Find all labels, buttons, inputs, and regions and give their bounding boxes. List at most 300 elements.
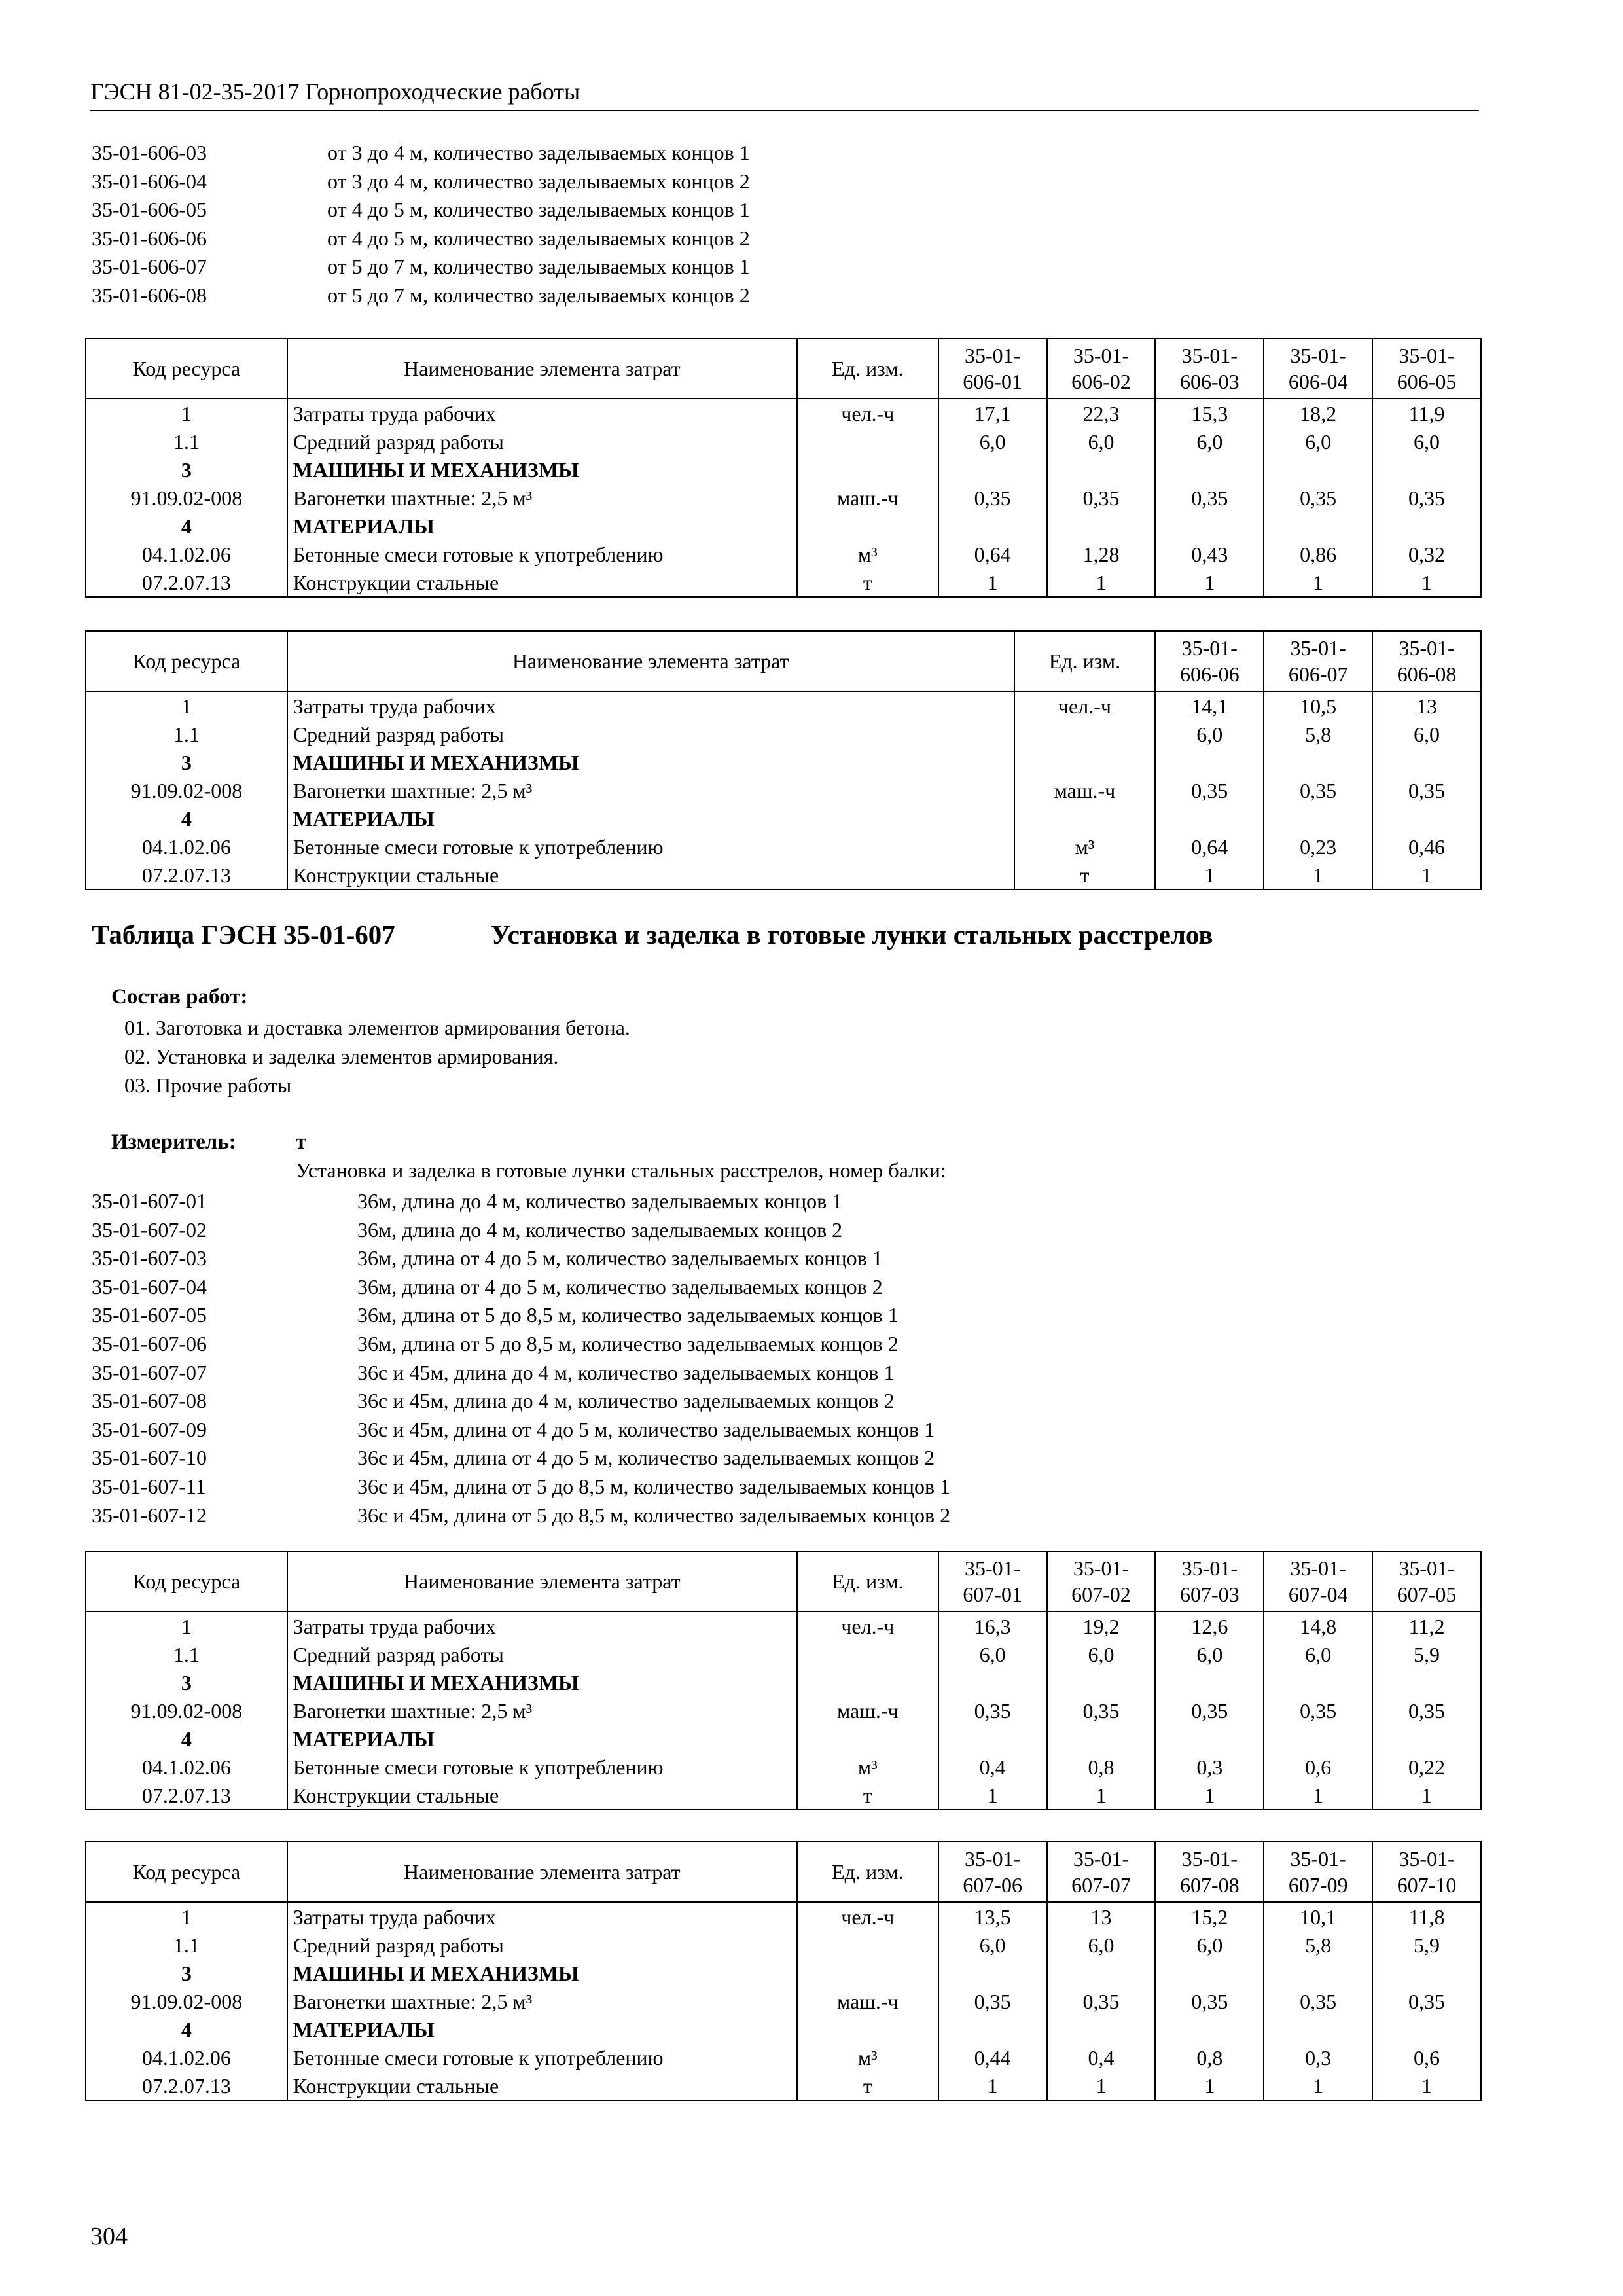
cell-name: Конструкции стальные xyxy=(287,568,797,597)
cell-value: 0,35 xyxy=(1047,1696,1156,1725)
item-code: 35-01-607-03 xyxy=(92,1246,207,1270)
cell-unit xyxy=(797,1959,938,1987)
cell-code: 4 xyxy=(86,1725,287,1753)
header-code: Код ресурса xyxy=(86,338,287,399)
cell-unit xyxy=(797,512,938,540)
cell-value xyxy=(1372,1668,1481,1696)
table-row xyxy=(86,1781,1481,1810)
cell-code: 91.09.02-008 xyxy=(86,1987,287,2015)
cell-name: Средний разряд работы xyxy=(287,720,1014,748)
cell-value: 0,64 xyxy=(1155,833,1264,861)
table-row xyxy=(86,776,1481,804)
cell-value: 0,6 xyxy=(1264,1753,1372,1781)
cell-value xyxy=(1155,804,1264,833)
cell-unit: чел.-ч xyxy=(797,399,938,427)
list-item xyxy=(92,1473,950,1501)
cell-value: 1 xyxy=(1047,1781,1156,1810)
cell-value xyxy=(938,456,1047,484)
cell-value: 0,22 xyxy=(1372,1753,1481,1781)
cell-value: 0,46 xyxy=(1372,833,1481,861)
cell-unit xyxy=(797,2015,938,2043)
item-code: 35-01-607-12 xyxy=(92,1503,207,1527)
cell-value: 0,4 xyxy=(938,1753,1047,1781)
continuation-list xyxy=(92,139,750,310)
cell-unit xyxy=(1014,748,1156,776)
cell-value: 0,23 xyxy=(1264,833,1372,861)
cell-value: 1 xyxy=(1372,568,1481,597)
header-norm-code: 35-01- 607-06 xyxy=(938,1842,1047,1902)
cell-name: Средний разряд работы xyxy=(287,1640,797,1668)
list-item xyxy=(92,168,750,196)
cell-unit: м³ xyxy=(1014,833,1156,861)
cell-value xyxy=(938,1668,1047,1696)
cell-code: 1.1 xyxy=(86,427,287,456)
table-row xyxy=(86,804,1481,833)
cell-value: 5,8 xyxy=(1264,1931,1372,1959)
cell-value: 12,6 xyxy=(1155,1611,1264,1640)
cell-name: Вагонетки шахтные: 2,5 м³ xyxy=(287,484,797,512)
cell-unit xyxy=(797,1668,938,1696)
cell-unit xyxy=(797,1931,938,1959)
cell-value: 6,0 xyxy=(1047,427,1156,456)
cell-unit: т xyxy=(797,1781,938,1810)
meter-description: Установка и заделка в готовые лунки стальных расстрелов, номер балки: xyxy=(296,1158,946,1182)
cell-value xyxy=(1372,748,1481,776)
cell-name: Затраты труда рабочих xyxy=(287,1902,797,1931)
norm-table-606-b xyxy=(85,630,1482,890)
cell-value: 1 xyxy=(938,2072,1047,2100)
cell-unit: маш.-ч xyxy=(797,484,938,512)
cell-value: 0,86 xyxy=(1264,540,1372,568)
cell-code: 04.1.02.06 xyxy=(86,2043,287,2072)
cell-name: Конструкции стальные xyxy=(287,861,1014,889)
cell-code: 1.1 xyxy=(86,1640,287,1668)
cell-value: 1 xyxy=(1264,861,1372,889)
table-row xyxy=(86,456,1481,484)
list-item xyxy=(92,196,750,224)
item-text: от 3 до 4 м, количество заделываемых концов 2 xyxy=(327,169,750,193)
cell-code: 3 xyxy=(86,456,287,484)
table-title xyxy=(92,919,1213,950)
list-item xyxy=(92,224,750,253)
cell-value xyxy=(1264,748,1372,776)
table-row xyxy=(86,1611,1481,1640)
cell-value xyxy=(1155,2015,1264,2043)
cell-value: 15,3 xyxy=(1155,399,1264,427)
cell-value xyxy=(1372,2015,1481,2043)
table-row xyxy=(86,1902,1481,1931)
cell-name: МАШИНЫ И МЕХАНИЗМЫ xyxy=(287,456,797,484)
cell-value xyxy=(1264,2015,1372,2043)
cell-value xyxy=(1264,804,1372,833)
cell-unit: маш.-ч xyxy=(797,1987,938,2015)
cell-value: 1 xyxy=(1264,2072,1372,2100)
item-code: 35-01-606-03 xyxy=(92,141,207,164)
cell-name: Затраты труда рабочих xyxy=(287,691,1014,720)
norm-table-607-a xyxy=(85,1551,1482,1810)
cell-value: 6,0 xyxy=(1372,720,1481,748)
cell-value: 0,35 xyxy=(1047,1987,1156,2015)
table-row xyxy=(86,1725,1481,1753)
cell-value: 1 xyxy=(1372,2072,1481,2100)
list-item xyxy=(92,1216,950,1245)
item-text: 36м, длина до 4 м, количество заделываемых концов 2 xyxy=(357,1217,843,1242)
cell-name: Средний разряд работы xyxy=(287,1931,797,1959)
cell-value xyxy=(938,1959,1047,1987)
cell-value: 0,35 xyxy=(938,1696,1047,1725)
norm-item-list xyxy=(92,1187,950,1530)
cell-value xyxy=(1372,804,1481,833)
header-norm-code: 35-01- 606-07 xyxy=(1264,631,1372,691)
cell-name: Бетонные смеси готовые к употреблению xyxy=(287,833,1014,861)
cell-value: 13 xyxy=(1372,691,1481,720)
header-norm-code: 35-01- 606-04 xyxy=(1264,338,1372,399)
table-header-row xyxy=(86,338,1481,399)
cell-name: МАТЕРИАЛЫ xyxy=(287,512,797,540)
cell-code: 3 xyxy=(86,1668,287,1696)
cell-value: 0,6 xyxy=(1372,2043,1481,2072)
cell-value xyxy=(1155,1725,1264,1753)
header-code: Код ресурса xyxy=(86,1842,287,1902)
header-norm-code: 35-01- 607-01 xyxy=(938,1551,1047,1611)
cell-unit xyxy=(797,456,938,484)
header-norm-code: 35-01- 607-04 xyxy=(1264,1551,1372,1611)
cell-value: 22,3 xyxy=(1047,399,1156,427)
cell-value xyxy=(1372,456,1481,484)
header-code: Код ресурса xyxy=(86,1551,287,1611)
table-row xyxy=(86,1931,1481,1959)
cell-value: 17,1 xyxy=(938,399,1047,427)
cell-value: 0,35 xyxy=(1264,776,1372,804)
cell-name: Конструкции стальные xyxy=(287,1781,797,1810)
cell-unit: м³ xyxy=(797,540,938,568)
cell-code: 91.09.02-008 xyxy=(86,1696,287,1725)
cell-value: 6,0 xyxy=(1155,720,1264,748)
cell-value xyxy=(1155,1668,1264,1696)
composition-label: Состав работ: xyxy=(111,985,248,1009)
meter-label: Измеритель: xyxy=(111,1130,236,1154)
cell-value xyxy=(1047,1668,1156,1696)
running-header: ГЭСН 81-02-35-2017 Горнопроходческие работы xyxy=(90,77,1479,111)
cell-value: 1 xyxy=(1155,2072,1264,2100)
table-row xyxy=(86,1668,1481,1696)
item-text: 36с и 45м, длина от 5 до 8,5 м, количество заделываемых концов 2 xyxy=(357,1503,951,1527)
table-row xyxy=(86,512,1481,540)
cell-value: 16,3 xyxy=(938,1611,1047,1640)
cell-value xyxy=(1047,2015,1156,2043)
cell-value: 6,0 xyxy=(938,1640,1047,1668)
item-text: 36с и 45м, длина до 4 м, количество заделываемых концов 1 xyxy=(357,1360,895,1384)
cell-code: 04.1.02.06 xyxy=(86,540,287,568)
cell-value: 6,0 xyxy=(1155,1640,1264,1668)
cell-value: 1 xyxy=(938,568,1047,597)
table-header-row xyxy=(86,1842,1481,1902)
cell-value: 11,8 xyxy=(1372,1902,1481,1931)
cell-value: 1,28 xyxy=(1047,540,1156,568)
header-name: Наименование элемента затрат xyxy=(287,1842,797,1902)
cell-value: 10,1 xyxy=(1264,1902,1372,1931)
meter-unit: т xyxy=(296,1130,307,1154)
cell-code: 1 xyxy=(86,1902,287,1931)
item-text: 36м, длина от 5 до 8,5 м, количество заделываемых концов 1 xyxy=(357,1303,899,1327)
item-text: от 4 до 5 м, количество заделываемых концов 1 xyxy=(327,198,750,221)
cell-name: МАТЕРИАЛЫ xyxy=(287,1725,797,1753)
list-item xyxy=(92,1187,950,1216)
cell-value xyxy=(1372,1725,1481,1753)
cell-unit: чел.-ч xyxy=(1014,691,1156,720)
cell-code: 91.09.02-008 xyxy=(86,776,287,804)
cell-code: 07.2.07.13 xyxy=(86,1781,287,1810)
cell-value: 0,35 xyxy=(1264,1987,1372,2015)
table-row xyxy=(86,1640,1481,1668)
cell-code: 4 xyxy=(86,804,287,833)
cell-value: 0,35 xyxy=(1372,776,1481,804)
item-text: от 5 до 7 м, количество заделываемых концов 1 xyxy=(327,255,750,278)
cell-value xyxy=(1047,456,1156,484)
cell-code: 1 xyxy=(86,1611,287,1640)
cell-value: 0,32 xyxy=(1372,540,1481,568)
item-text: 36м, длина от 5 до 8,5 м, количество заделываемых концов 2 xyxy=(357,1331,899,1355)
table-row xyxy=(86,540,1481,568)
item-code: 35-01-607-07 xyxy=(92,1360,207,1384)
cell-value: 1 xyxy=(1155,861,1264,889)
header-norm-code: 35-01- 607-09 xyxy=(1264,1842,1372,1902)
cell-name: Затраты труда рабочих xyxy=(287,1611,797,1640)
table-row xyxy=(86,1987,1481,2015)
item-text: 36с и 45м, длина до 4 м, количество заделываемых концов 2 xyxy=(357,1389,895,1413)
cell-value: 0,35 xyxy=(1155,776,1264,804)
cell-value: 6,0 xyxy=(1264,427,1372,456)
cell-value: 0,35 xyxy=(938,484,1047,512)
cell-code: 1 xyxy=(86,691,287,720)
cell-name: Бетонные смеси готовые к употреблению xyxy=(287,2043,797,2072)
cell-value: 0,64 xyxy=(938,540,1047,568)
cell-name: МАТЕРИАЛЫ xyxy=(287,804,1014,833)
cell-value xyxy=(1155,512,1264,540)
header-norm-code: 35-01- 606-05 xyxy=(1372,338,1481,399)
list-item xyxy=(92,1330,950,1359)
cell-name: Вагонетки шахтные: 2,5 м³ xyxy=(287,1696,797,1725)
cell-value: 6,0 xyxy=(1372,427,1481,456)
header-norm-code: 35-01- 606-06 xyxy=(1155,631,1264,691)
cell-unit: чел.-ч xyxy=(797,1611,938,1640)
table-row xyxy=(86,427,1481,456)
item-text: 36с и 45м, длина от 4 до 5 м, количество заделываемых концов 2 xyxy=(357,1446,935,1470)
cell-value xyxy=(938,512,1047,540)
cell-value xyxy=(1155,1959,1264,1987)
header-unit: Ед. изм. xyxy=(797,1551,938,1611)
table-header-row xyxy=(86,631,1481,691)
cell-value: 1 xyxy=(1155,1781,1264,1810)
item-text: 36м, длина от 4 до 5 м, количество заделываемых концов 2 xyxy=(357,1274,883,1299)
composition-item: 02. Установка и заделка элементов армирования. xyxy=(124,1045,559,1068)
cell-value: 1 xyxy=(1372,861,1481,889)
item-code: 35-01-607-06 xyxy=(92,1331,207,1355)
cell-value: 5,8 xyxy=(1264,720,1372,748)
item-code: 35-01-606-07 xyxy=(92,255,207,278)
cell-value: 0,35 xyxy=(938,1987,1047,2015)
cell-value: 0,35 xyxy=(1155,484,1264,512)
cell-value: 0,43 xyxy=(1155,540,1264,568)
table-row xyxy=(86,1696,1481,1725)
header-norm-code: 35-01- 606-01 xyxy=(938,338,1047,399)
cell-unit: м³ xyxy=(797,1753,938,1781)
cell-value: 5,9 xyxy=(1372,1640,1481,1668)
list-item xyxy=(92,253,750,281)
table-row xyxy=(86,1753,1481,1781)
cell-code: 1.1 xyxy=(86,720,287,748)
cell-value: 14,8 xyxy=(1264,1611,1372,1640)
cell-value xyxy=(1372,1959,1481,1987)
cell-value xyxy=(1264,512,1372,540)
cell-value: 1 xyxy=(1264,1781,1372,1810)
cell-code: 3 xyxy=(86,748,287,776)
table-row xyxy=(86,861,1481,889)
header-name: Наименование элемента затрат xyxy=(287,338,797,399)
cell-value: 1 xyxy=(1372,1781,1481,1810)
cell-code: 91.09.02-008 xyxy=(86,484,287,512)
cell-unit xyxy=(797,1725,938,1753)
cell-value: 11,9 xyxy=(1372,399,1481,427)
cell-value: 13,5 xyxy=(938,1902,1047,1931)
cell-value: 1 xyxy=(1155,568,1264,597)
cell-name: МАШИНЫ И МЕХАНИЗМЫ xyxy=(287,748,1014,776)
header-name: Наименование элемента затрат xyxy=(287,631,1014,691)
cell-name: МАШИНЫ И МЕХАНИЗМЫ xyxy=(287,1668,797,1696)
cell-value xyxy=(1264,1725,1372,1753)
cell-value: 6,0 xyxy=(1047,1931,1156,1959)
header-norm-code: 35-01- 607-08 xyxy=(1155,1842,1264,1902)
header-name: Наименование элемента затрат xyxy=(287,1551,797,1611)
cell-unit xyxy=(1014,720,1156,748)
cell-value: 0,4 xyxy=(1047,2043,1156,2072)
cell-value xyxy=(1372,512,1481,540)
list-item xyxy=(92,1387,950,1416)
cell-value: 6,0 xyxy=(938,427,1047,456)
cell-code: 1 xyxy=(86,399,287,427)
cell-value: 11,2 xyxy=(1372,1611,1481,1640)
list-item xyxy=(92,1416,950,1444)
cell-value: 1 xyxy=(938,1781,1047,1810)
cell-value: 0,8 xyxy=(1047,1753,1156,1781)
cell-value: 6,0 xyxy=(938,1931,1047,1959)
item-text: от 4 до 5 м, количество заделываемых концов 2 xyxy=(327,226,750,250)
cell-value: 0,35 xyxy=(1264,1696,1372,1725)
cell-name: Конструкции стальные xyxy=(287,2072,797,2100)
cell-value xyxy=(1047,1725,1156,1753)
cell-value: 0,35 xyxy=(1372,1987,1481,2015)
cell-unit xyxy=(797,1640,938,1668)
cell-value: 0,3 xyxy=(1155,1753,1264,1781)
table-row xyxy=(86,2072,1481,2100)
cell-unit: маш.-ч xyxy=(1014,776,1156,804)
cell-value: 1 xyxy=(1264,568,1372,597)
item-code: 35-01-607-11 xyxy=(92,1474,206,1498)
cell-value xyxy=(1264,1668,1372,1696)
item-text: 36с и 45м, длина от 4 до 5 м, количество заделываемых концов 1 xyxy=(357,1417,935,1441)
cell-value: 0,35 xyxy=(1372,484,1481,512)
cell-value: 13 xyxy=(1047,1902,1156,1931)
item-text: от 5 до 7 м, количество заделываемых концов 2 xyxy=(327,283,750,307)
table-heading: Установка и заделка в готовые лунки стальных расстрелов xyxy=(491,920,1213,950)
cell-value: 0,35 xyxy=(1155,1696,1264,1725)
table-row xyxy=(86,833,1481,861)
cell-unit: маш.-ч xyxy=(797,1696,938,1725)
header-norm-code: 35-01- 606-03 xyxy=(1155,338,1264,399)
item-code: 35-01-606-04 xyxy=(92,169,207,193)
list-item xyxy=(92,1301,950,1330)
header-norm-code: 35-01- 607-05 xyxy=(1372,1551,1481,1611)
cell-unit: т xyxy=(1014,861,1156,889)
header-norm-code: 35-01- 607-02 xyxy=(1047,1551,1156,1611)
cell-value: 19,2 xyxy=(1047,1611,1156,1640)
cell-value: 0,35 xyxy=(1264,484,1372,512)
cell-value xyxy=(938,2015,1047,2043)
cell-name: Вагонетки шахтные: 2,5 м³ xyxy=(287,776,1014,804)
cell-value xyxy=(1264,456,1372,484)
header-unit: Ед. изм. xyxy=(797,338,938,399)
cell-value: 1 xyxy=(1047,2072,1156,2100)
cell-unit: м³ xyxy=(797,2043,938,2072)
item-code: 35-01-607-10 xyxy=(92,1446,207,1470)
cell-name: Бетонные смеси готовые к употреблению xyxy=(287,540,797,568)
cell-value: 18,2 xyxy=(1264,399,1372,427)
item-code: 35-01-607-08 xyxy=(92,1389,207,1413)
table-row xyxy=(86,568,1481,597)
cell-value xyxy=(1047,512,1156,540)
list-item xyxy=(92,1244,950,1273)
table-row xyxy=(86,1959,1481,1987)
header-unit: Ед. изм. xyxy=(797,1842,938,1902)
list-item xyxy=(92,1273,950,1302)
composition-item: 03. Прочие работы xyxy=(124,1073,292,1097)
list-item xyxy=(92,281,750,310)
cell-name: МАШИНЫ И МЕХАНИЗМЫ xyxy=(287,1959,797,1987)
cell-value xyxy=(1155,748,1264,776)
header-norm-code: 35-01- 606-08 xyxy=(1372,631,1481,691)
item-text: от 3 до 4 м, количество заделываемых концов 1 xyxy=(327,141,750,164)
cell-code: 3 xyxy=(86,1959,287,1987)
cell-unit: т xyxy=(797,568,938,597)
list-item xyxy=(92,1444,950,1473)
norm-table-607-b xyxy=(85,1841,1482,2101)
cell-value: 14,1 xyxy=(1155,691,1264,720)
header-unit: Ед. изм. xyxy=(1014,631,1156,691)
cell-value: 0,35 xyxy=(1372,1696,1481,1725)
cell-value: 0,8 xyxy=(1155,2043,1264,2072)
cell-name: Средний разряд работы xyxy=(287,427,797,456)
list-item xyxy=(92,139,750,168)
cell-code: 04.1.02.06 xyxy=(86,1753,287,1781)
page-number: 304 xyxy=(90,2223,128,2250)
cell-value: 0,35 xyxy=(1047,484,1156,512)
table-row xyxy=(86,2015,1481,2043)
list-item xyxy=(92,1501,950,1530)
cell-name: Бетонные смеси готовые к употреблению xyxy=(287,1753,797,1781)
item-code: 35-01-606-08 xyxy=(92,283,207,307)
item-code: 35-01-607-02 xyxy=(92,1217,207,1242)
item-code: 35-01-607-01 xyxy=(92,1189,207,1213)
cell-value xyxy=(1047,1959,1156,1987)
item-code: 35-01-607-04 xyxy=(92,1274,207,1299)
norm-table-606-a xyxy=(85,338,1482,598)
cell-value: 0,35 xyxy=(1155,1987,1264,2015)
cell-value: 6,0 xyxy=(1264,1640,1372,1668)
cell-code: 4 xyxy=(86,2015,287,2043)
table-row xyxy=(86,720,1481,748)
item-code: 35-01-607-09 xyxy=(92,1417,207,1441)
cell-value: 6,0 xyxy=(1047,1640,1156,1668)
